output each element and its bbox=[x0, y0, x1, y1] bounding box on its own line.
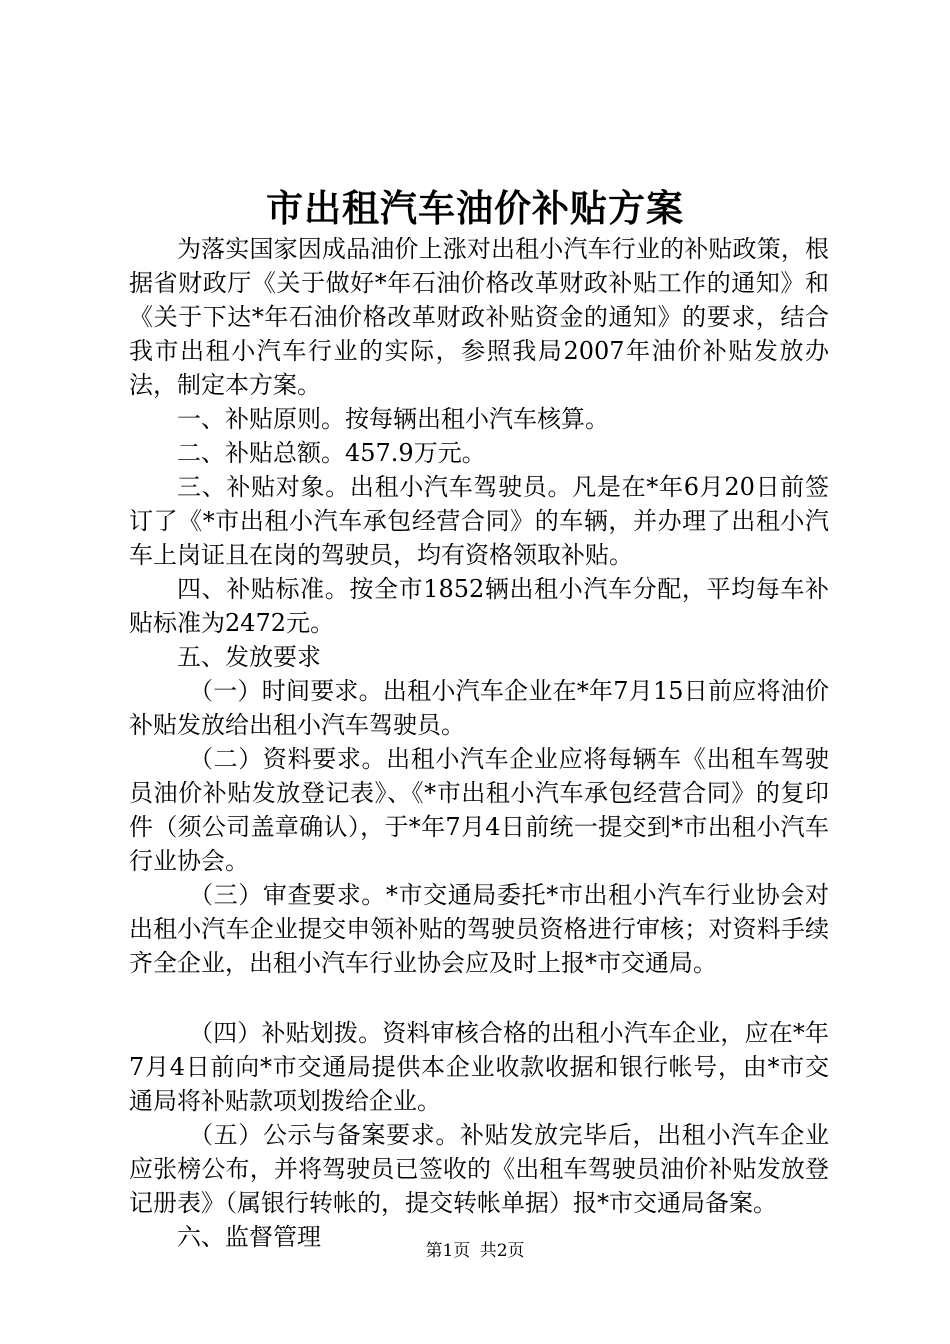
paragraph-supervision-heading: 六、监督管理 bbox=[177, 1223, 321, 1251]
document-title: 市出租汽车油价补贴方案 bbox=[266, 186, 684, 230]
paragraph-intro: 为落实国家因成品油价上涨对出租小汽车行业的补贴政策，根据省财政厅《关于做好*年石油价格改革财政补贴工作的通知》和《关于下达*年石油价格改革财政补贴资金的通知》的要求，结合我市出租小汽车行业的实际，参照我局2007年油价补贴发放办法，制定本方案。 bbox=[129, 235, 829, 399]
paragraph-gap bbox=[129, 980, 829, 1016]
page-footer bbox=[0, 1239, 950, 1263]
paragraph-standard: 四、补贴标准。按全市1852辆出租小汽车分配，平均每车补贴标准为2472元。 bbox=[129, 575, 829, 637]
paragraph-material-requirement: （二）资料要求。出租小汽车企业应将每辆车《出租车驾驶员油价补贴发放登记表》、《*市出租小汽车承包经营合同》的复印件（须公司盖章确认），于*年7月4日前统一提交到*市出租小汽车行业协会。 bbox=[129, 745, 829, 875]
paragraph-target: 三、补贴对象。出租小汽车驾驶员。凡是在*年6月20日前签订了《*市出租小汽车承包经营合同》的车辆，并办理了出租小汽车上岗证且在岗的驾驶员，均有资格领取补贴。 bbox=[129, 473, 829, 569]
paragraph-principle: 一、补贴原则。按每辆出租小汽车核算。 bbox=[177, 405, 609, 433]
page-total: 共2页 bbox=[479, 1241, 525, 1261]
paragraph-requirements-heading: 五、发放要求 bbox=[177, 643, 321, 671]
page-number: 第1页 bbox=[425, 1241, 471, 1261]
document-body bbox=[129, 232, 829, 1254]
paragraph-allocation: （四）补贴划拨。资料审核合格的出租小汽车企业，应在*年7月4日前向*市交通局提供本企业收款收据和银行帐号，由*市交通局将补贴款项划拨给企业。 bbox=[129, 1019, 829, 1115]
paragraph-time-requirement: （一）时间要求。出租小汽车企业在*年7月15日前应将油价补贴发放给出租小汽车驾驶员。 bbox=[129, 677, 829, 739]
paragraph-review-requirement: （三）审查要求。*市交通局委托*市出租小汽车行业协会对出租小汽车企业提交申领补贴的驾驶员资格进行审核；对资料手续齐全企业，出租小汽车行业协会应及时上报*市交通局。 bbox=[129, 881, 829, 977]
paragraph-publicity: （五）公示与备案要求。补贴发放完毕后，出租小汽车企业应张榜公布，并将驾驶员已签收的《出租车驾驶员油价补贴发放登记册表》（属银行转帐的，提交转帐单据）报*市交通局备案。 bbox=[129, 1121, 829, 1217]
paragraph-total: 二、补贴总额。457.9万元。 bbox=[177, 439, 486, 467]
